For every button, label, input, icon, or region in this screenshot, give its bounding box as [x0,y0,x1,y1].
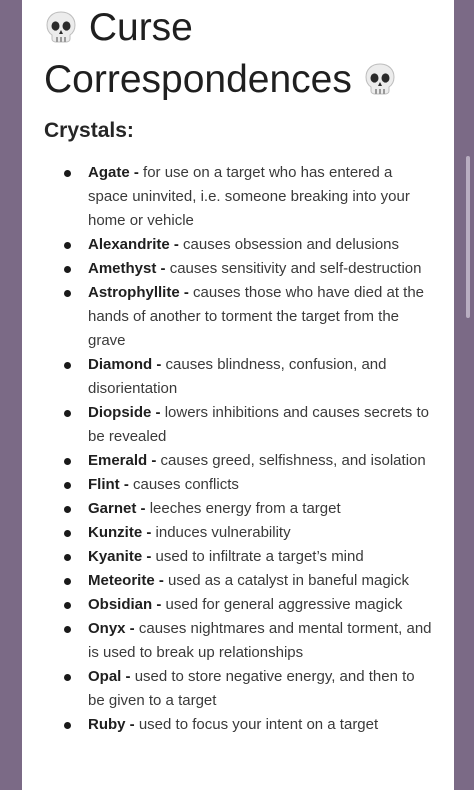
bullet-icon [64,362,71,369]
bullet-icon [64,674,71,681]
bullet-icon [64,578,71,585]
bullet-icon [64,722,71,729]
list-item [22,161,454,233]
item-description: induces vulnerability [155,524,291,541]
list-item [22,545,454,569]
bullet-icon [64,482,71,489]
list-item [22,497,454,521]
item-term: Garnet - [88,500,150,517]
bullet-icon [64,410,71,417]
bullet-icon [64,458,71,465]
bullet-icon [64,170,71,177]
page-title [44,2,444,106]
item-term: Diopside - [88,404,165,421]
item-description: used as a catalyst in baneful magick [168,572,409,589]
item-term: Flint - [88,476,133,493]
list-item [22,473,454,497]
list-item [22,401,454,449]
bullet-icon [64,602,71,609]
bullet-icon [64,626,71,633]
list-item [22,449,454,473]
item-term: Opal - [88,668,135,685]
bullet-icon [64,290,71,297]
bullet-icon [64,554,71,561]
item-description: used to infiltrate a target’s mind [155,548,364,565]
list-item [22,281,454,353]
list-item [22,617,454,665]
item-description: causes greed, selfishness, and isolation [160,452,426,469]
scrollbar-thumb[interactable] [466,156,470,318]
item-term: Agate - [88,164,144,181]
item-term: Emerald - [88,452,161,469]
item-description: causes conflicts [133,476,239,493]
list-item [22,233,454,257]
item-description: lowers inhibitions and causes secrets to be revealed [88,404,429,445]
item-term: Onyx - [88,620,139,637]
document-page [22,0,454,790]
item-term: Kyanite - [88,548,156,565]
list-item [22,713,454,737]
item-description: causes sensitivity and self-destruction [169,260,422,277]
list-item [22,521,454,545]
title-line-1: Curse [88,6,193,49]
item-term: Obsidian - [88,596,166,613]
item-term: Ruby - [88,716,139,733]
item-description: used for general aggressive magick [165,596,403,613]
list-item [22,257,454,281]
bullet-icon [64,242,71,249]
list-item [22,569,454,593]
list-item [22,353,454,401]
item-description: used to focus your intent on a target [138,716,379,733]
item-description: causes blindness, confusion, and disorientation [88,356,387,397]
item-term: Astrophyllite - [88,284,194,301]
item-term: Diamond - [88,356,166,373]
bullet-icon [64,506,71,513]
item-term: Meteorite - [88,572,169,589]
section-heading-crystals: Crystals: [44,119,134,142]
item-description: leeches energy from a target [149,500,341,517]
item-description: for use on a target who has entered a space uninvited, i.e. someone breaking into your home or vehicle [88,164,410,229]
bullet-icon [64,530,71,537]
item-description: used to store negative energy, and then to be given to a target [88,668,415,709]
crystal-list [22,161,454,737]
skull-icon [363,62,397,96]
item-term: Kunzite - [88,524,156,541]
skull-icon [44,10,78,44]
item-term: Amethyst - [88,260,170,277]
list-item [22,665,454,713]
title-line-2: Correspondences [44,58,352,101]
item-description: causes nightmares and mental torment, and is used to break up relationships [88,620,432,661]
list-item [22,593,454,617]
item-term: Alexandrite - [88,236,184,253]
item-description: causes those who have died at the hands of another to torment the target from the grave [88,284,425,349]
item-description: causes obsession and delusions [183,236,400,253]
bullet-icon [64,266,71,273]
